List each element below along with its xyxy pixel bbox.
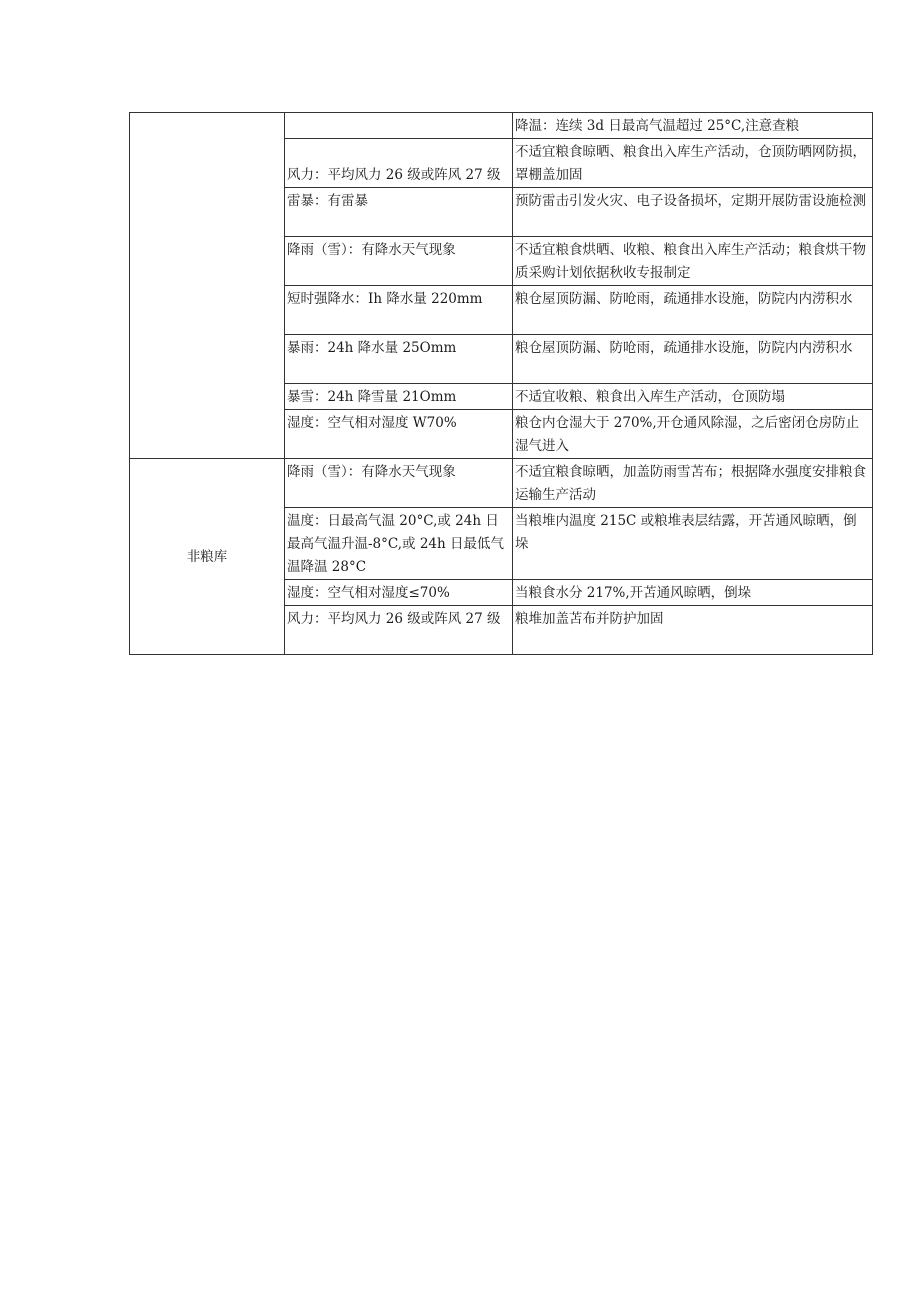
condition-cell: 湿度：空气相对湿度 W70% [285,410,513,459]
category-cell: 非粮库 [130,459,285,655]
measure-cell: 预防雷击引发火灾、电子设备损坏，定期开展防雷设施检测 [513,188,873,237]
measure-cell: 降温：连续 3d 日最高气温超过 25°C,注意查粮 [513,113,873,139]
measure-cell: 不适宜收粮、粮食出入库生产活动，仓顶防塌 [513,384,873,410]
condition-cell: 雷暴：有雷暴 [285,188,513,237]
condition-cell: 风力：平均风力 26 级或阵风 27 级 [285,139,513,188]
condition-cell: 暴雨：24h 降水量 25Omm [285,335,513,384]
measure-cell: 粮仓屋顶防漏、防呛雨，疏通排水设施，防院内内涝积水 [513,286,873,335]
measure-cell: 不适宜粮食晾晒，加盖防雨雪苫布；根据降水强度安排粮食运输生产活动 [513,459,873,508]
measure-cell: 不适宜粮食烘晒、收粮、粮食出入库生产活动；粮食烘干物质采购计划依据秋收专报制定 [513,237,873,286]
condition-cell [285,113,513,139]
condition-cell: 湿度：空气相对湿度≤70% [285,580,513,606]
measure-cell: 粮仓内仓湿大于 270%,开仓通风除湿，之后密闭仓房防止湿气进入 [513,410,873,459]
measure-cell: 当粮食水分 217%,开苫通风晾晒，倒垛 [513,580,873,606]
grain-weather-measures-table [129,112,873,655]
condition-cell: 降雨（雪）：有降水天气现象 [285,459,513,508]
measure-cell: 当粮堆内温度 215C 或粮堆表层结露，开苫通风晾晒，倒垛 [513,508,873,580]
condition-cell: 降雨（雪）：有降水天气现象 [285,237,513,286]
table-row [130,113,873,139]
measure-cell: 粮仓屋顶防漏、防呛雨，疏通排水设施，防院内内涝积水 [513,335,873,384]
condition-cell: 暴雪：24h 降雪量 21Omm [285,384,513,410]
measure-cell: 粮堆加盖苫布并防护加固 [513,606,873,655]
table-row [130,459,873,508]
condition-cell: 温度：日最高气温 20°C,或 24h 日最高气温升温-8°C,或 24h 日最低气温降温 28°C [285,508,513,580]
measure-cell: 不适宜粮食晾晒、粮食出入库生产活动，仓顶防晒网防损，罩棚盖加固 [513,139,873,188]
condition-cell: 风力：平均风力 26 级或阵风 27 级 [285,606,513,655]
category-cell [130,113,285,459]
condition-cell: 短时强降水：Ih 降水量 220mm [285,286,513,335]
